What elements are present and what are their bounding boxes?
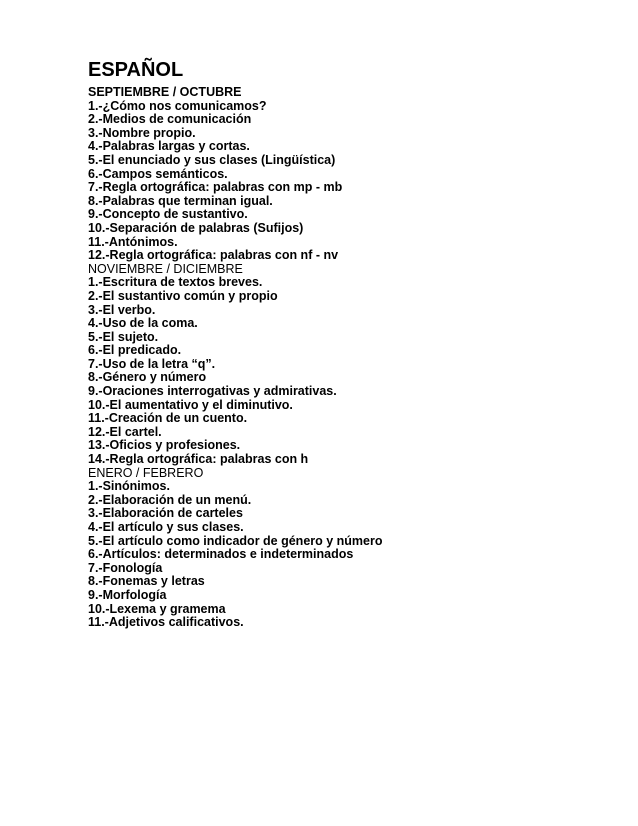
topic-item: 5.-El artículo como indicador de género y número: [88, 533, 383, 548]
topic-item: 11.-Adjetivos calificativos.: [88, 615, 244, 630]
topic-item: 6.-Artículos: determinados e indeterminados: [88, 547, 354, 562]
topic-item: 10.-El aumentativo y el diminutivo.: [88, 397, 293, 412]
topic-list: [88, 480, 608, 630]
topic-item: 2.-El sustantivo común y propio: [88, 288, 278, 303]
topic-item: 10.-Lexema y gramema: [88, 601, 226, 616]
topic-item: 2.-Elaboración de un menú.: [88, 492, 252, 507]
topic-item: 9.-Morfología: [88, 587, 167, 602]
topic-item: 8.-Género y número: [88, 370, 207, 385]
topic-item: 4.-El artículo y sus clases.: [88, 520, 244, 534]
topic-item: 5.-El enunciado y sus clases (Lingüística): [88, 152, 336, 167]
topic-item: 7.-Fonología: [88, 560, 163, 575]
topic-item: 8.-Fonemas y letras: [88, 574, 205, 589]
topic-item: 11.-Antónimos.: [88, 234, 178, 249]
topic-item: 1.-¿Cómo nos comunicamos?: [88, 98, 267, 113]
section-noviembre-diciembre: [88, 263, 608, 467]
topic-item: 14.-Regla ortográfica: palabras con h: [88, 452, 309, 467]
topic-list: [88, 276, 608, 466]
topic-item: 4.-Palabras largas y cortas.: [88, 139, 250, 154]
topic-item: 12.-Regla ortográfica: palabras con nf - nv: [88, 248, 339, 263]
document-title: ESPAÑOL: [88, 59, 184, 81]
topic-item: 5.-El sujeto.: [88, 329, 159, 344]
topic-item: 3.-Nombre propio.: [88, 125, 196, 140]
topic-item: 3.-El verbo.: [88, 302, 156, 317]
topic-item: 13.-Oficios y profesiones.: [88, 438, 241, 453]
section-enero-febrero: [88, 467, 608, 630]
topic-item: 1.-Sinónimos.: [88, 479, 170, 494]
section-heading: NOVIEMBRE / DICIEMBRE: [88, 261, 243, 276]
document-page: [88, 57, 608, 630]
section-septiembre-octubre: [88, 86, 608, 263]
section-heading: ENERO / FEBRERO: [88, 465, 204, 480]
topic-item: 6.-El predicado.: [88, 343, 182, 358]
topic-item: 11.-Creación de un cuento.: [88, 411, 248, 426]
topic-item: 4.-Uso de la coma.: [88, 316, 198, 331]
topic-item: 7.-Regla ortográfica: palabras con mp - mb: [88, 180, 343, 195]
topic-item: 3.-Elaboración de carteles: [88, 506, 243, 521]
topic-item: 8.-Palabras que terminan igual.: [88, 193, 273, 208]
topic-item: 2.-Medios de comunicación: [88, 112, 252, 127]
topic-item: 9.-Oraciones interrogativas y admirativas.: [88, 384, 337, 399]
topic-item: 6.-Campos semánticos.: [88, 166, 228, 181]
topic-item: 9.-Concepto de sustantivo.: [88, 207, 248, 222]
section-heading: SEPTIEMBRE / OCTUBRE: [88, 85, 242, 99]
topic-item: 7.-Uso de la letra “q”.: [88, 356, 216, 371]
topic-item: 12.-El cartel.: [88, 424, 162, 439]
topic-list: [88, 100, 608, 263]
topic-item: 1.-Escritura de textos breves.: [88, 275, 263, 290]
topic-item: 10.-Separación de palabras (Sufijos): [88, 220, 304, 235]
